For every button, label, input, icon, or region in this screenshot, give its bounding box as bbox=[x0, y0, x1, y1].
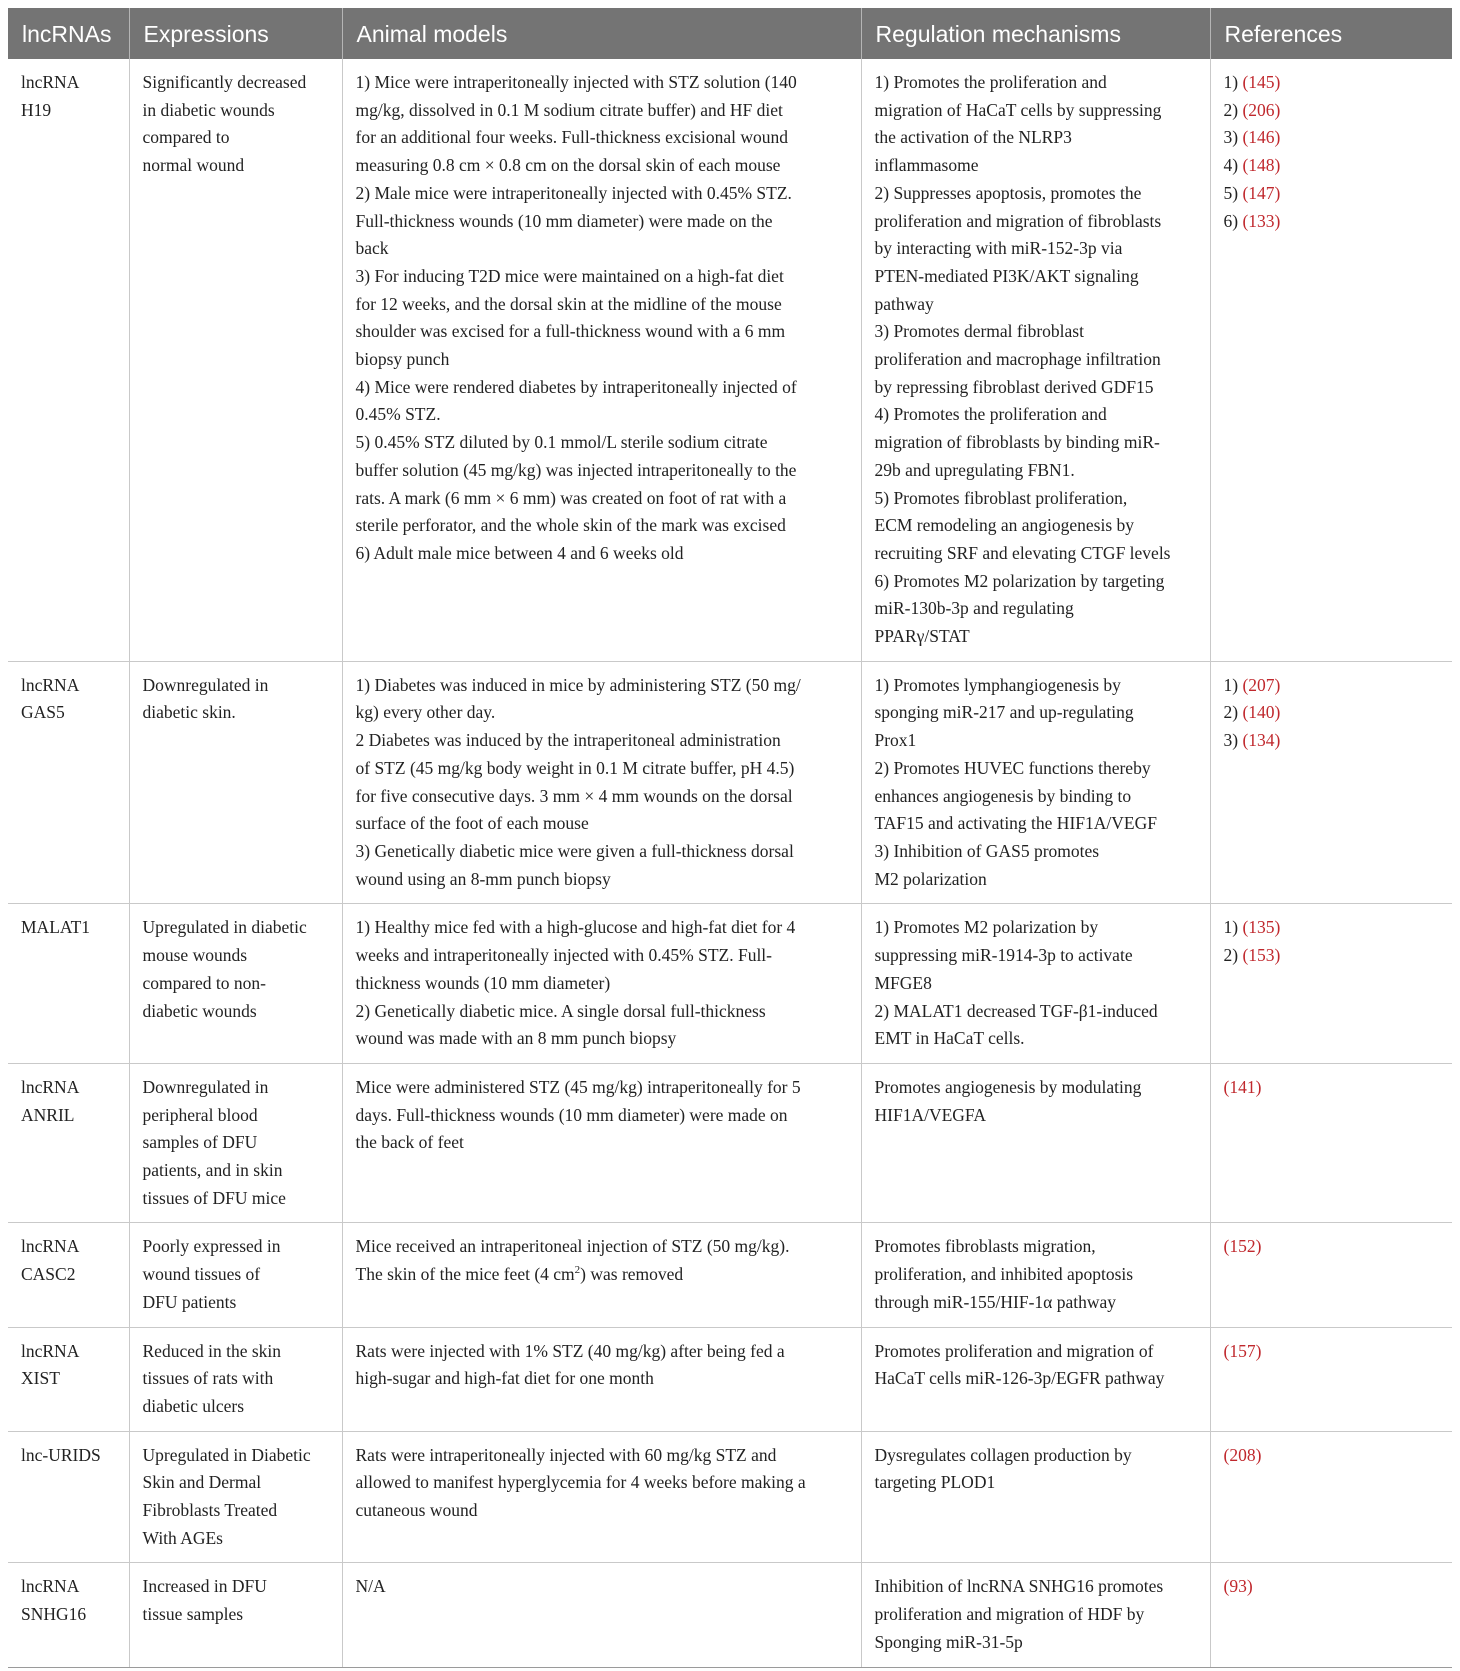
reference-link[interactable]: (141) bbox=[1223, 1076, 1262, 1097]
text-line: Full-thickness wounds (10 mm diameter) were made on the bbox=[355, 210, 773, 231]
table-row bbox=[8, 1563, 1452, 1667]
text-line: 2) MALAT1 decreased TGF-β1-induced bbox=[874, 1000, 1158, 1021]
text-segment: The skin of the mice feet (4 cm bbox=[355, 1264, 575, 1285]
text-line: wound using an 8-mm punch biopsy bbox=[355, 868, 611, 889]
text-line: diabetic wounds bbox=[142, 1000, 257, 1021]
text-line: lncRNA bbox=[21, 1340, 80, 1361]
text-line: surface of the foot of each mouse bbox=[355, 813, 589, 834]
text-line: lncRNA bbox=[21, 1236, 80, 1257]
reference-item bbox=[1224, 152, 1440, 180]
text-line: 2) Male mice were intraperitoneally injected with 0.45% STZ. bbox=[355, 182, 792, 203]
text-line: peripheral blood bbox=[142, 1104, 258, 1125]
cell-lncrna bbox=[8, 1431, 129, 1563]
cell-expression bbox=[129, 1431, 342, 1563]
reference-item bbox=[1224, 97, 1440, 125]
text-line: pathway bbox=[874, 293, 934, 314]
text-line: XIST bbox=[21, 1368, 60, 1389]
text-line: proliferation and migration of HDF by bbox=[874, 1604, 1145, 1625]
text-line: proliferation and macrophage infiltration bbox=[874, 349, 1161, 370]
reference-item bbox=[1224, 1442, 1440, 1470]
text-line: M2 polarization bbox=[874, 868, 987, 889]
reference-link[interactable]: (146) bbox=[1242, 127, 1281, 148]
text-line: biopsy punch bbox=[355, 349, 450, 370]
text-line: Mice were administered STZ (45 mg/kg) intraperitoneally for 5 bbox=[355, 1076, 801, 1097]
text-line: proliferation, and inhibited apoptosis bbox=[874, 1264, 1134, 1285]
text-line: Dysregulates collagen production by bbox=[874, 1444, 1132, 1465]
cell-mechanisms bbox=[861, 904, 1210, 1064]
reference-item bbox=[1224, 1338, 1440, 1366]
text-line: allowed to manifest hyperglycemia for 4 weeks before making a bbox=[355, 1472, 806, 1493]
reference-item bbox=[1224, 727, 1440, 755]
cell-animal-models bbox=[342, 1223, 861, 1327]
text-line: 3) Genetically diabetic mice were given a full-thickness dorsal bbox=[355, 840, 794, 861]
cell-references bbox=[1210, 59, 1452, 661]
reference-prefix: 2) bbox=[1223, 945, 1243, 966]
cell-lncrna bbox=[8, 904, 129, 1064]
text-line: Downregulated in bbox=[142, 674, 269, 695]
text-line: miR-130b-3p and regulating bbox=[874, 598, 1074, 619]
text-line: ECM remodeling an angiogenesis by bbox=[874, 515, 1135, 536]
cell-mechanisms bbox=[861, 1223, 1210, 1327]
text-line: compared to bbox=[142, 127, 230, 148]
text-line: tissues of DFU mice bbox=[142, 1187, 286, 1208]
text-line: With AGEs bbox=[142, 1527, 223, 1548]
text-line: 2) Suppresses apoptosis, promotes the bbox=[874, 182, 1142, 203]
reference-prefix: 4) bbox=[1223, 155, 1243, 176]
cell-references bbox=[1210, 1431, 1452, 1563]
text-line: lncRNA bbox=[21, 674, 80, 695]
text-line: GAS5 bbox=[21, 702, 65, 723]
text-line: 29b and upregulating FBN1. bbox=[874, 459, 1075, 480]
reference-prefix: 2) bbox=[1223, 702, 1243, 723]
text-line: back bbox=[355, 238, 389, 259]
text-line: 0.45% STZ. bbox=[355, 404, 441, 425]
text-line: the back of feet bbox=[355, 1132, 464, 1153]
text-line: inflammasome bbox=[874, 155, 979, 176]
reference-item bbox=[1224, 942, 1440, 970]
text-line: normal wound bbox=[142, 155, 245, 176]
text-line: in diabetic wounds bbox=[142, 99, 275, 120]
text-line: Mice received an intraperitoneal injection of STZ (50 mg/kg). bbox=[355, 1236, 790, 1257]
text-line: proliferation and migration of fibroblasts bbox=[874, 210, 1162, 231]
text-line: PPARγ/STAT bbox=[874, 626, 970, 647]
reference-link[interactable]: (208) bbox=[1223, 1444, 1262, 1465]
text-line: 1) Promotes lymphangiogenesis by bbox=[874, 674, 1121, 695]
text-segment: ) was removed bbox=[580, 1264, 684, 1285]
text-line: Significantly decreased bbox=[142, 72, 307, 92]
cell-mechanisms bbox=[861, 1563, 1210, 1667]
text-line: buffer solution (45 mg/kg) was injected intraperitoneally to the bbox=[355, 459, 797, 480]
reference-item bbox=[1224, 1233, 1440, 1261]
cell-animal-models bbox=[342, 661, 861, 904]
text-line: CASC2 bbox=[21, 1264, 76, 1285]
text-line: wound tissues of bbox=[142, 1264, 261, 1285]
header-references: References bbox=[1210, 8, 1452, 59]
reference-link[interactable]: (152) bbox=[1223, 1236, 1262, 1257]
text-line: patients, and in skin bbox=[142, 1160, 283, 1181]
text-line: lncRNA bbox=[21, 1076, 80, 1097]
reference-prefix: 3) bbox=[1223, 127, 1243, 148]
table-row bbox=[8, 1327, 1452, 1431]
table-row bbox=[8, 661, 1452, 904]
text-line: PTEN-mediated PI3K/AKT signaling bbox=[874, 265, 1139, 286]
cell-lncrna bbox=[8, 1063, 129, 1223]
reference-link[interactable]: (147) bbox=[1242, 182, 1281, 203]
reference-link[interactable]: (140) bbox=[1242, 702, 1281, 723]
cell-expression bbox=[129, 904, 342, 1064]
cell-lncrna bbox=[8, 1223, 129, 1327]
text-line: suppressing miR-1914-3p to activate bbox=[874, 945, 1133, 966]
text-line: measuring 0.8 cm × 0.8 cm on the dorsal skin of each mouse bbox=[355, 155, 781, 176]
header-row bbox=[8, 8, 1452, 59]
text-line: sterile perforator, and the whole skin of the mark was excised bbox=[355, 515, 786, 536]
cell-references bbox=[1210, 1327, 1452, 1431]
text-line: 1) Diabetes was induced in mice by administering STZ (50 mg/ bbox=[355, 674, 801, 695]
reference-link[interactable]: (93) bbox=[1223, 1576, 1253, 1597]
cell-mechanisms bbox=[861, 1327, 1210, 1431]
text-line: Reduced in the skin bbox=[142, 1340, 282, 1361]
text-line: for five consecutive days. 3 mm × 4 mm wounds on the dorsal bbox=[355, 785, 793, 806]
text-line: DFU patients bbox=[142, 1291, 237, 1312]
text-line: compared to non- bbox=[142, 972, 266, 993]
cell-mechanisms bbox=[861, 1063, 1210, 1223]
reference-link[interactable]: (148) bbox=[1242, 155, 1281, 176]
text-line: SNHG16 bbox=[21, 1604, 87, 1625]
reference-link[interactable]: (133) bbox=[1242, 210, 1281, 231]
table-row bbox=[8, 904, 1452, 1064]
reference-prefix: 1) bbox=[1223, 674, 1243, 695]
text-line: Promotes angiogenesis by modulating bbox=[874, 1076, 1142, 1097]
cell-lncrna bbox=[8, 1563, 129, 1667]
text-line: Upregulated in diabetic bbox=[142, 917, 307, 938]
cell-expression bbox=[129, 1223, 342, 1327]
cell-references bbox=[1210, 661, 1452, 904]
text-line: recruiting SRF and elevating CTGF levels bbox=[874, 542, 1171, 563]
cell-animal-models bbox=[342, 904, 861, 1064]
text-line: Skin and Dermal bbox=[142, 1472, 262, 1493]
text-line: N/A bbox=[355, 1576, 386, 1597]
text-line: targeting PLOD1 bbox=[874, 1472, 996, 1493]
text-line: 2) Promotes HUVEC functions thereby bbox=[874, 757, 1151, 778]
text-line: 4) Mice were rendered diabetes by intraperitoneally injected of bbox=[355, 376, 797, 397]
text-line: samples of DFU bbox=[142, 1132, 258, 1153]
text-line: for 12 weeks, and the dorsal skin at the midline of the mouse bbox=[355, 293, 782, 314]
text-line: Rats were injected with 1% STZ (40 mg/kg) after being fed a bbox=[355, 1340, 785, 1361]
text-line: 4) Promotes the proliferation and bbox=[874, 404, 1107, 425]
cell-animal-models bbox=[342, 1327, 861, 1431]
text-line: lncRNA bbox=[21, 72, 80, 92]
reference-item bbox=[1224, 124, 1440, 152]
reference-item bbox=[1224, 699, 1440, 727]
reference-item bbox=[1224, 914, 1440, 942]
text-line: EMT in HaCaT cells. bbox=[874, 1028, 1025, 1049]
reference-prefix: 1) bbox=[1223, 917, 1243, 938]
text-line: Upregulated in Diabetic bbox=[142, 1444, 311, 1465]
cell-expression bbox=[129, 59, 342, 661]
reference-prefix: 3) bbox=[1223, 730, 1243, 751]
cell-animal-models bbox=[342, 59, 861, 661]
reference-link[interactable]: (135) bbox=[1242, 917, 1281, 938]
text-line: days. Full-thickness wounds (10 mm diameter) were made on bbox=[355, 1104, 788, 1125]
reference-prefix: 5) bbox=[1223, 182, 1243, 203]
cell-animal-models bbox=[342, 1063, 861, 1223]
text-line: by repressing fibroblast derived GDF15 bbox=[874, 376, 1154, 397]
text-line: Downregulated in bbox=[142, 1076, 269, 1097]
text-line: tissues of rats with bbox=[142, 1368, 274, 1389]
reference-prefix: 1) bbox=[1223, 72, 1243, 92]
text-line: weeks and intraperitoneally injected with 0.45% STZ. Full- bbox=[355, 945, 772, 966]
cell-mechanisms bbox=[861, 1431, 1210, 1563]
text-line: for an additional four weeks. Full-thickness excisional wound bbox=[355, 127, 789, 148]
cell-lncrna bbox=[8, 1327, 129, 1431]
text-line: enhances angiogenesis by binding to bbox=[874, 785, 1132, 806]
header-regulation-mechanisms: Regulation mechanisms bbox=[861, 8, 1210, 59]
cell-animal-models bbox=[342, 1431, 861, 1563]
text-line: high-sugar and high-fat diet for one month bbox=[355, 1368, 654, 1389]
text-line: 5) Promotes fibroblast proliferation, bbox=[874, 487, 1128, 508]
text-line: Prox1 bbox=[874, 730, 917, 751]
reference-item bbox=[1224, 208, 1440, 236]
text-line bbox=[356, 1261, 848, 1289]
text-line: the activation of the NLRP3 bbox=[874, 127, 1072, 148]
text-line: diabetic skin. bbox=[142, 702, 236, 723]
reference-prefix: 6) bbox=[1223, 210, 1243, 231]
text-line: mg/kg, dissolved in 0.1 M sodium citrate buffer) and HF diet bbox=[355, 99, 783, 120]
text-line: migration of fibroblasts by binding miR- bbox=[874, 432, 1160, 453]
table-row bbox=[8, 1223, 1452, 1327]
header-expressions: Expressions bbox=[129, 8, 342, 59]
cell-animal-models bbox=[342, 1563, 861, 1667]
header-animal-models: Animal models bbox=[342, 8, 861, 59]
text-line: cutaneous wound bbox=[355, 1500, 478, 1521]
text-line: rats. A mark (6 mm × 6 mm) was created on foot of rat with a bbox=[355, 487, 787, 508]
text-line: sponging miR-217 and up-regulating bbox=[874, 702, 1134, 723]
text-line: thickness wounds (10 mm diameter) bbox=[355, 972, 611, 993]
cell-expression bbox=[129, 661, 342, 904]
text-line: migration of HaCaT cells by suppressing bbox=[874, 99, 1162, 120]
text-line: tissue samples bbox=[142, 1604, 244, 1625]
text-line: diabetic ulcers bbox=[142, 1395, 245, 1416]
text-line: Sponging miR-31-5p bbox=[874, 1631, 1023, 1652]
text-line: lncRNA bbox=[21, 1576, 80, 1597]
text-line: HaCaT cells miR-126-3p/EGFR pathway bbox=[874, 1368, 1165, 1389]
reference-link[interactable]: (145) bbox=[1242, 72, 1281, 92]
text-line: Inhibition of lncRNA SNHG16 promotes bbox=[874, 1576, 1164, 1597]
cell-references bbox=[1210, 1563, 1452, 1667]
cell-lncrna bbox=[8, 59, 129, 661]
text-line: by interacting with miR-152-3p via bbox=[874, 238, 1123, 259]
cell-lncrna bbox=[8, 661, 129, 904]
reference-link[interactable]: (157) bbox=[1223, 1340, 1262, 1361]
text-line: kg) every other day. bbox=[355, 702, 496, 723]
text-line: 1) Healthy mice fed with a high-glucose and high-fat diet for 4 bbox=[355, 917, 796, 938]
text-line: TAF15 and activating the HIF1A/VEGF bbox=[874, 813, 1157, 834]
header-lncrnas: lncRNAs bbox=[8, 8, 129, 59]
cell-references bbox=[1210, 1223, 1452, 1327]
text-line: HIF1A/VEGFA bbox=[874, 1104, 986, 1125]
text-line: Rats were intraperitoneally injected with 60 mg/kg STZ and bbox=[355, 1444, 777, 1465]
table-row bbox=[8, 1063, 1452, 1223]
text-line: 1) Promotes M2 polarization by bbox=[874, 917, 1099, 938]
text-line: lnc-URIDS bbox=[21, 1444, 101, 1465]
text-line: Fibroblasts Treated bbox=[142, 1500, 278, 1521]
text-line: 1) Promotes the proliferation and bbox=[874, 72, 1107, 92]
cell-expression bbox=[129, 1563, 342, 1667]
reference-item bbox=[1224, 1573, 1440, 1601]
superscript: 2 bbox=[574, 1264, 581, 1277]
reference-item bbox=[1224, 69, 1440, 97]
lncrna-table bbox=[8, 8, 1452, 1668]
text-line: 2 Diabetes was induced by the intraperitoneal administration bbox=[355, 730, 781, 751]
reference-link[interactable]: (134) bbox=[1242, 730, 1281, 751]
text-line: H19 bbox=[21, 99, 52, 120]
cell-expression bbox=[129, 1063, 342, 1223]
text-line: 6) Adult male mice between 4 and 6 weeks old bbox=[355, 542, 684, 563]
reference-item bbox=[1224, 672, 1440, 700]
cell-mechanisms bbox=[861, 661, 1210, 904]
cell-references bbox=[1210, 904, 1452, 1064]
text-line: Promotes proliferation and migration of bbox=[874, 1340, 1154, 1361]
reference-link[interactable]: (206) bbox=[1242, 99, 1281, 120]
text-line: 3) For inducing T2D mice were maintained on a high-fat diet bbox=[355, 265, 784, 286]
cell-references bbox=[1210, 1063, 1452, 1223]
reference-link[interactable]: (207) bbox=[1242, 674, 1281, 695]
text-line: 3) Promotes dermal fibroblast bbox=[874, 321, 1084, 342]
text-line: 6) Promotes M2 polarization by targeting bbox=[874, 570, 1165, 591]
text-line: through miR-155/HIF-1α pathway bbox=[874, 1291, 1117, 1312]
reference-item bbox=[1224, 180, 1440, 208]
cell-expression bbox=[129, 1327, 342, 1431]
text-line: of STZ (45 mg/kg body weight in 0.1 M citrate buffer, pH 4.5) bbox=[355, 757, 795, 778]
table-row bbox=[8, 59, 1452, 661]
text-line: mouse wounds bbox=[142, 945, 248, 966]
text-line: Promotes fibroblasts migration, bbox=[874, 1236, 1096, 1257]
text-line: MFGE8 bbox=[874, 972, 932, 993]
text-line: wound was made with an 8 mm punch biopsy bbox=[355, 1028, 677, 1049]
text-line: MALAT1 bbox=[21, 917, 91, 938]
text-line: 3) Inhibition of GAS5 promotes bbox=[874, 840, 1100, 861]
reference-prefix: 2) bbox=[1223, 99, 1243, 120]
table-row bbox=[8, 1431, 1452, 1563]
text-line: shoulder was excised for a full-thickness wound with a 6 mm bbox=[355, 321, 786, 342]
text-line: Increased in DFU bbox=[142, 1576, 267, 1597]
text-line: 1) Mice were intraperitoneally injected with STZ solution (140 bbox=[355, 72, 797, 92]
text-line: ANRIL bbox=[21, 1104, 75, 1125]
reference-item bbox=[1224, 1074, 1440, 1102]
text-line: 2) Genetically diabetic mice. A single dorsal full-thickness bbox=[355, 1000, 766, 1021]
cell-mechanisms bbox=[861, 59, 1210, 661]
text-line: 5) 0.45% STZ diluted by 0.1 mmol/L sterile sodium citrate bbox=[355, 432, 768, 453]
reference-link[interactable]: (153) bbox=[1242, 945, 1281, 966]
text-line: Poorly expressed in bbox=[142, 1236, 281, 1257]
